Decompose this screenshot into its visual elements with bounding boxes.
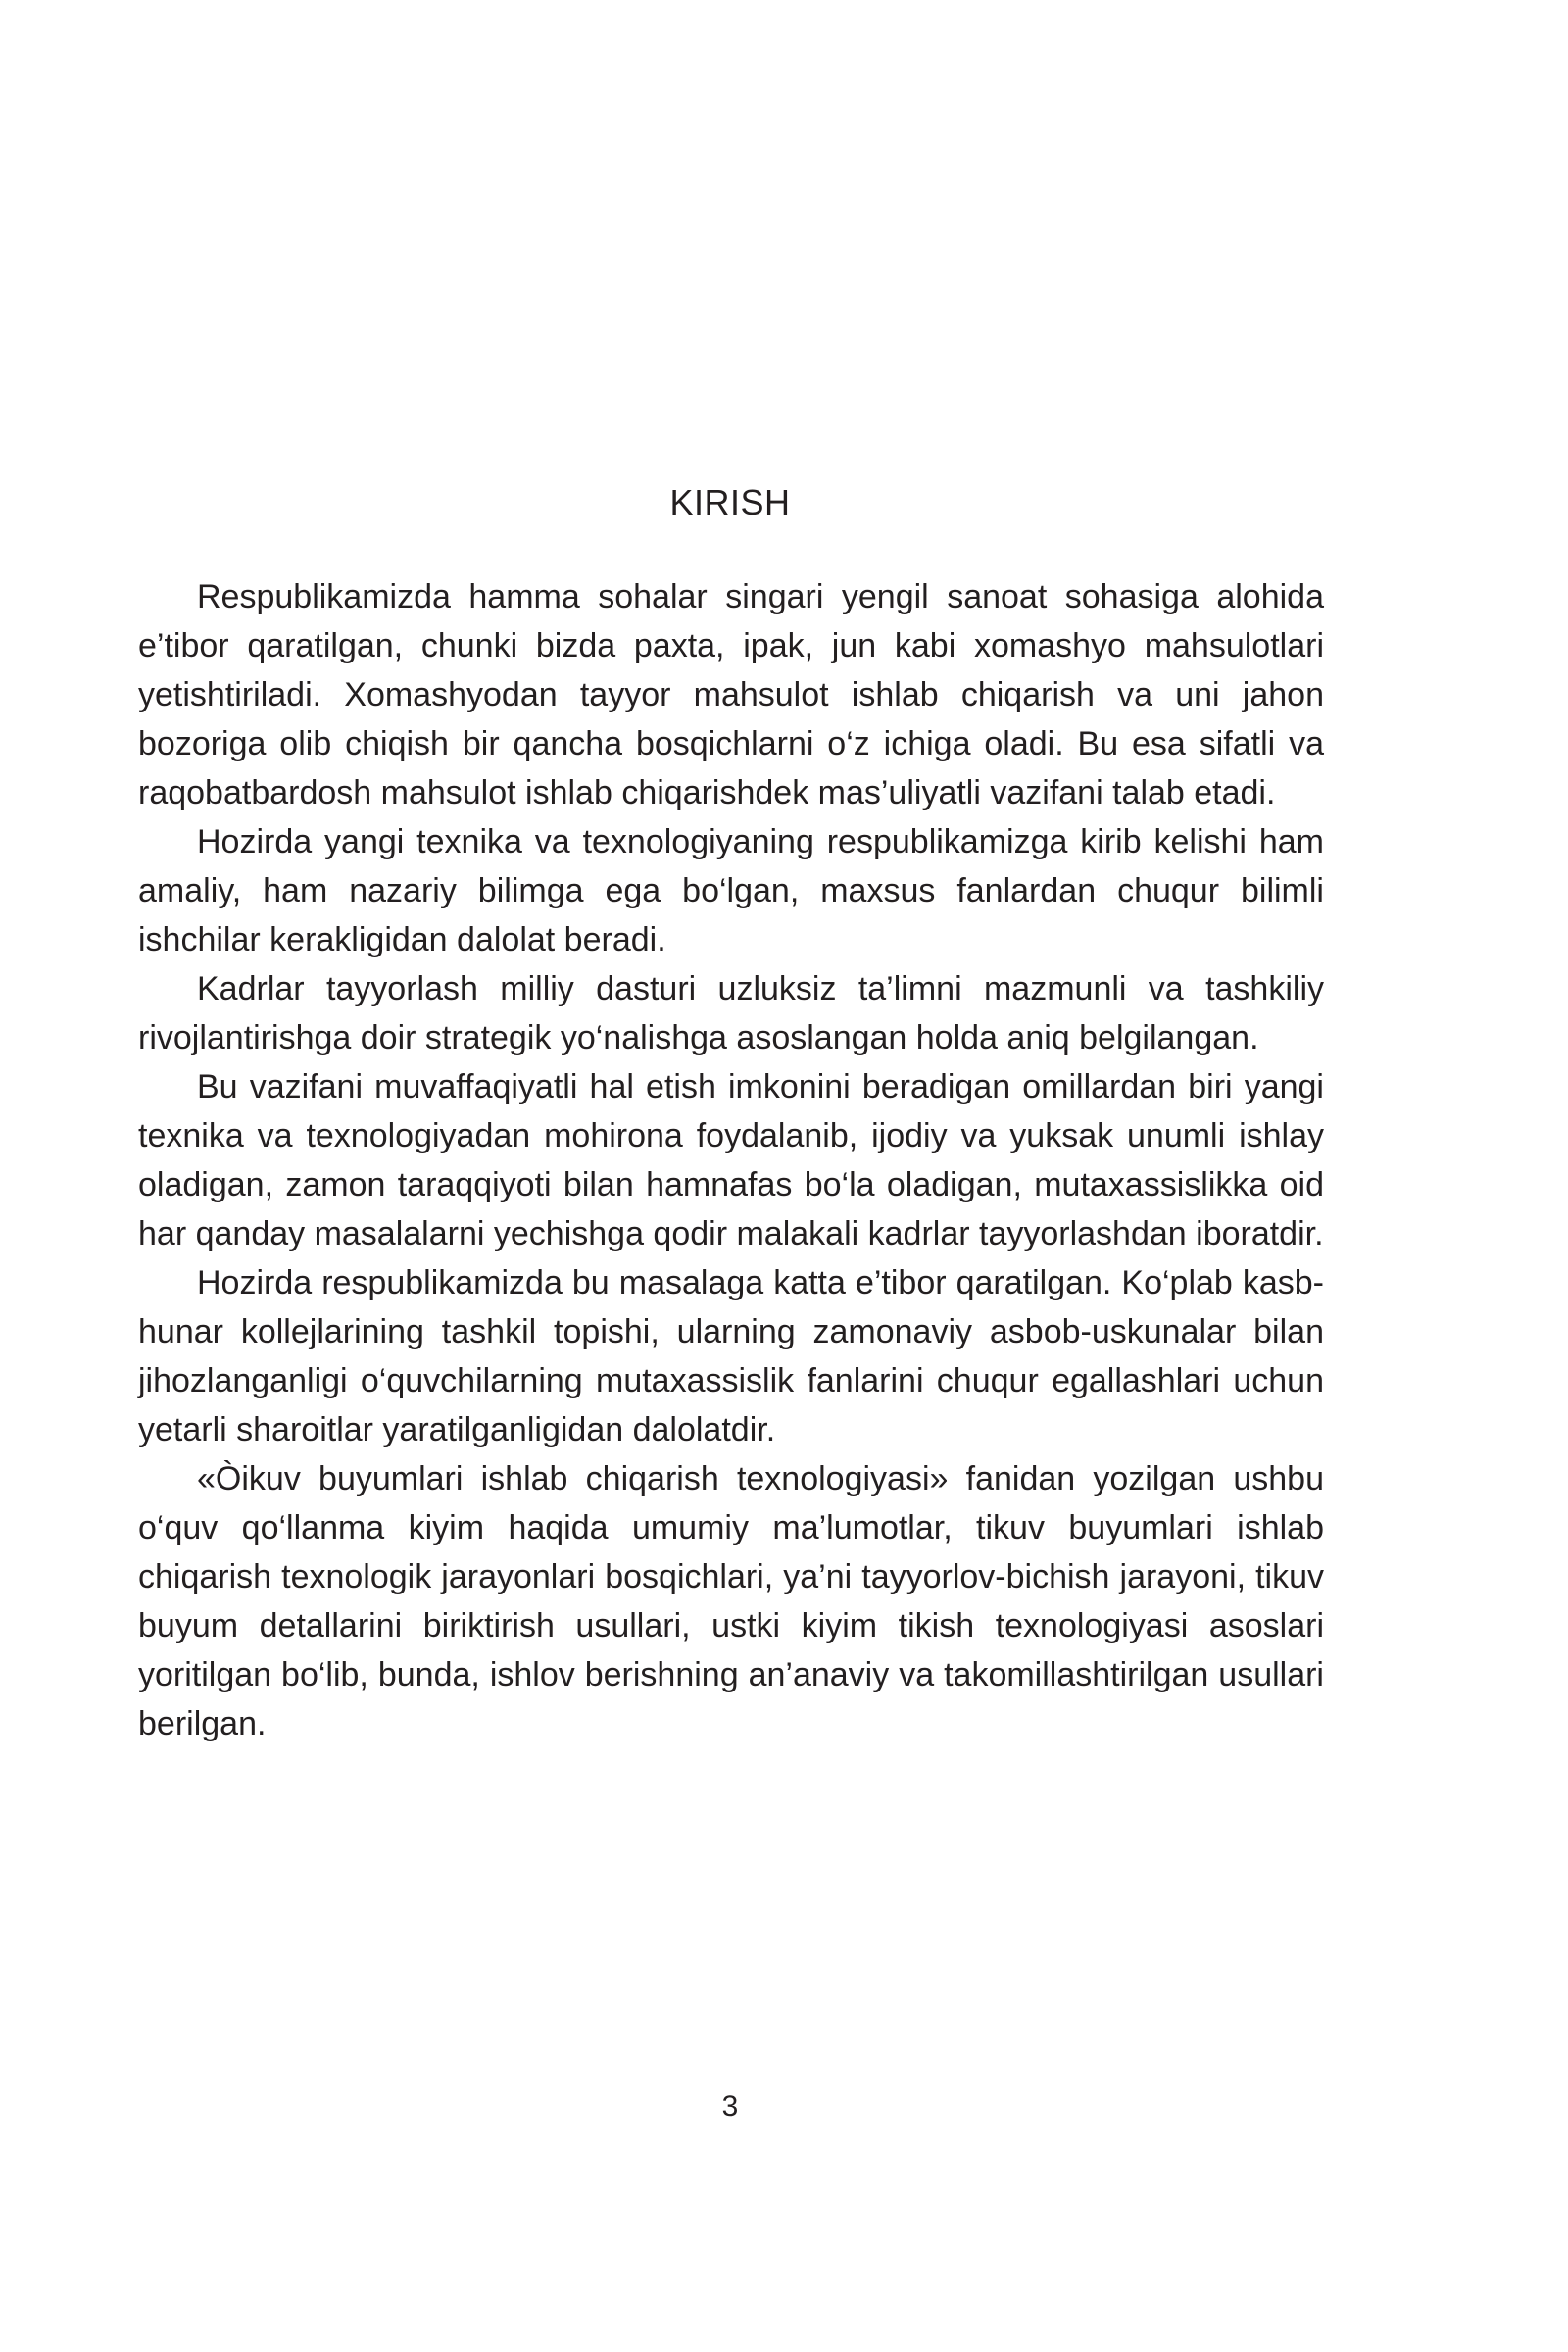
page-title: KIRISH <box>669 482 791 522</box>
paragraph-5: Hozirda respublikamizda bu masalaga katta e’tibor qaratilgan. Ko‘plab kasb-hunar kollejlarining tashkil topishi, ularning zamonaviy asbob-uskunalar bilan jihozlanganligi o‘quvchilarning mutaxassislik fanlarini chuqur egallashlari uchun yetarli sharoitlar yaratilganligidan dalolatdir. <box>138 1264 1324 1448</box>
paragraph-4: Bu vazifani muvaffaqiyatli hal etish imkonini beradigan omillardan biri yangi texnika va texnologiyadan mohirona foydalanib, ijodiy va yuksak unumli ishlay oladigan, zamon taraqqiyoti bilan hamnafas bo‘la oladigan, mutaxassislikka oid har qanday masalalarni yechishga qodir malakali kadrlar tayyorlashdan iboratdir. <box>138 1068 1324 1252</box>
page-number: 3 <box>721 2090 739 2123</box>
paragraph-6: «Òikuv buyumlari ishlab chiqarish texnologiyasi» fanidan yozilgan ushbu o‘quv qo‘llanma kiyim haqida umumiy ma’lumotlar, tikuv buyumlari ishlab chiqarish texnologik jarayonlari bosqichlari, ya’ni tayyorlov-bichish jarayoni, tikuv buyum detallarini biriktirish usullari, ustki kiyim tikish texnologiyasi asoslari yoritilgan bo‘lib, bunda, ishlov berishning an’anaviy va takomillashtirilgan usullari berilgan. <box>138 1460 1324 1742</box>
paragraph-2: Hozirda yangi texnika va texnologiyaning respublikamizga kirib kelishi ham amaliy, ham nazariy bilimga ega bo‘lgan, maxsus fanlardan chuqur bilimli ishchilar kerakligidan dalolat beradi. <box>138 823 1324 958</box>
paragraph-3: Kadrlar tayyorlash milliy dasturi uzluksiz ta’limni mazmunli va tashkiliy rivojlantirishga doir strategik yo‘nalishga asoslangan holda aniq belgilangan. <box>138 970 1324 1056</box>
paragraph-1: Respublikamizda hamma sohalar singari yengil sanoat sohasiga alohida e’tibor qaratilgan, chunki bizda paxta, ipak, jun kabi xomashyo mahsulotlari yetishtiriladi. Xomashyodan tayyor mahsulot ishlab chiqarish va uni jahon bozoriga olib chiqish bir qancha bosqichlarni o‘z ichiga oladi. Bu esa sifatli va raqobatbardosh mahsulot ishlab chiqarishdek mas’uliyatli vazifani talab etadi. <box>138 578 1324 811</box>
body-text <box>138 572 1324 1748</box>
